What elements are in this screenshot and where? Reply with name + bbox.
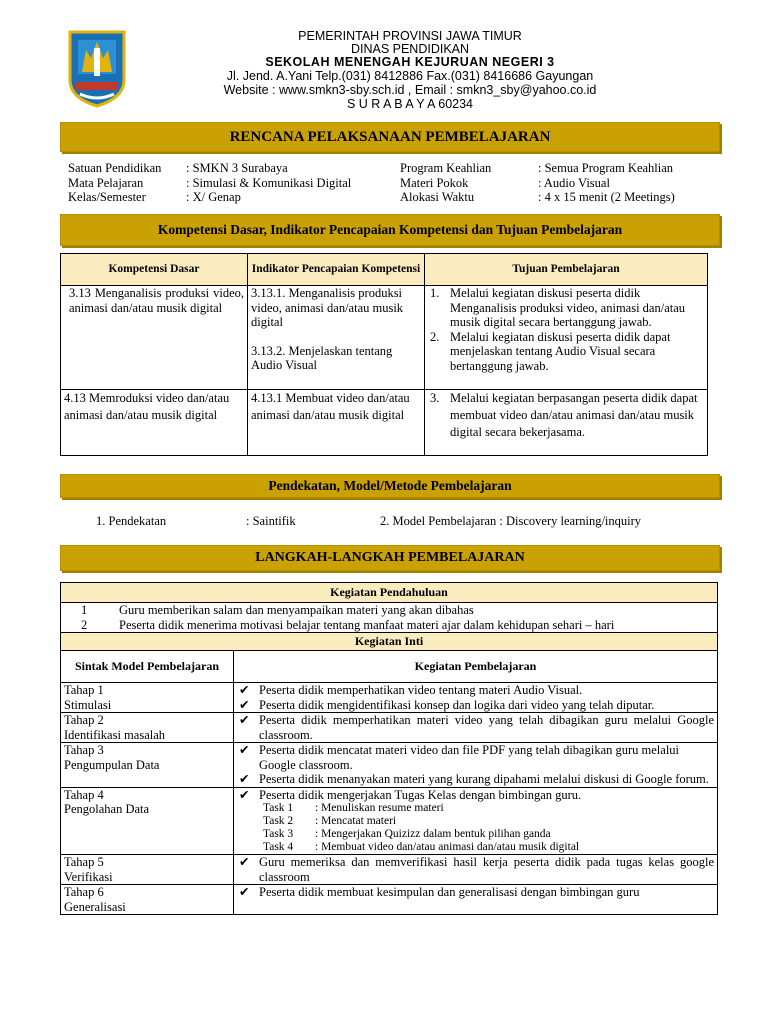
identity-value: : SMKN 3 Surabaya [186, 161, 288, 175]
check-icon: ✔ [239, 743, 250, 757]
activity-text: Peserta didik membuat kesimpulan dan generalisasi dengan bimbingan guru [259, 885, 640, 899]
activity-text: Peserta didik memperhatikan materi video yang telah dibagikan guru melalui Google classroom. [259, 713, 714, 742]
activity-text: Guru memeriksa dan memverifikasi hasil kerja peserta didik pada tugas kelas google classroom [259, 855, 714, 884]
header-website: Website : www.smkn3-sby.sch.id , Email : smkn3_sby@yahoo.co.id [223, 83, 597, 97]
identity-value: : X/ Genap [186, 190, 241, 204]
kd-header: Kompetensi Dasar [61, 254, 248, 286]
approach-item-1: 1. Pendekatan [96, 514, 167, 528]
stage-label: Tahap 1 [64, 683, 104, 697]
identity-value: : Simulasi & Komunikasi Digital [186, 175, 352, 190]
activity-text: Peserta didik memperhatikan video tentang materi Audio Visual. [259, 683, 583, 697]
stage-row [61, 855, 718, 885]
intro-num: 1 [81, 603, 88, 617]
stage-name: Pengumpulan Data [64, 757, 160, 772]
stage-row [61, 885, 718, 915]
intro-item [81, 603, 714, 618]
kd-section-title: Kompetensi Dasar, Indikator Pencapaian Kompetensi dan Tujuan Pembelajaran [60, 214, 720, 246]
tp-item [428, 286, 704, 330]
stage-name: Identifikasi masalah [64, 727, 166, 742]
ipk-item: 3.13.1. Menganalisis produksi video, animasi dan/atau musik digital [251, 286, 404, 329]
identity-label: Kelas/Semester [68, 190, 146, 204]
steps-title: LANGKAH-LANGKAH PEMBELAJARAN [60, 545, 720, 571]
tp-item [428, 330, 704, 374]
task-label: Task 1 [263, 802, 294, 814]
approach-item-2: 2. Model Pembelajaran : Discovery learning/inquiry [380, 514, 642, 528]
page-title: RENCANA PELAKSANAAN PEMBELAJARAN [60, 122, 720, 152]
task-text: : Mengerjakan Quizizz dalam bentuk pilihan ganda [315, 828, 551, 840]
intro-num: 2 [81, 617, 88, 632]
activity-cell [234, 743, 718, 788]
activity-text: Peserta didik mengidentifikasi konsep dan logika dari video yang telah diputar. [259, 697, 655, 712]
stage-cell [61, 787, 234, 855]
identity-value: : Audio Visual [538, 175, 610, 190]
tp-num: 3. [430, 391, 440, 405]
activity-cell [234, 683, 718, 713]
identity-label: Alokasi Waktu [400, 190, 475, 204]
kegiatan-header: Kegiatan Pembelajaran [234, 651, 718, 683]
kd-cell: 4.13 Memroduksi video dan/atau animasi dan/atau musik digital [61, 390, 248, 456]
task-text: : Menuliskan resume materi [315, 802, 444, 814]
identity-label: Program Keahlian [400, 161, 492, 175]
tp-cell [425, 390, 708, 456]
identity-left [68, 161, 351, 205]
kd-table [60, 253, 708, 456]
activity-cell [234, 885, 718, 915]
stage-name: Pengolahan Data [64, 802, 150, 816]
identity-label: Satuan Pendidikan [68, 161, 162, 175]
activity-cell [234, 855, 718, 885]
activity-item [237, 855, 714, 884]
intro-text: Guru memberikan salam dan menyampaikan materi yang akan dibahas [119, 603, 474, 617]
tp-item [428, 390, 704, 441]
activity-item [237, 698, 714, 713]
check-icon: ✔ [239, 683, 250, 697]
task-label: Task 2 [263, 815, 294, 827]
activity-item [237, 788, 714, 803]
check-icon: ✔ [239, 787, 250, 802]
activity-item [237, 772, 714, 787]
activity-cell [234, 787, 718, 855]
activity-text: Peserta didik mencatat materi video dan file PDF yang telah dibagikan guru melalui Google classroom. [259, 743, 680, 772]
stage-cell [61, 855, 234, 885]
check-icon: ✔ [239, 885, 250, 899]
activity-item [237, 713, 714, 742]
approach-item-1-value: : Saintifik [246, 514, 296, 528]
stage-label: Tahap 6 [64, 885, 104, 899]
stage-cell [61, 743, 234, 788]
identity-label: Mata Pelajaran [68, 175, 144, 190]
stage-cell [61, 713, 234, 743]
stage-name: Stimulasi [64, 697, 112, 712]
stage-row [61, 713, 718, 743]
identity-value: : Semua Program Keahlian [538, 161, 674, 175]
identity-label: Materi Pokok [400, 175, 469, 190]
ipk-cell [248, 286, 425, 390]
tp-num: 2. [430, 329, 440, 344]
check-icon: ✔ [239, 855, 250, 869]
activity-item [237, 885, 714, 900]
check-icon: ✔ [239, 697, 250, 712]
kd-cell: 3.13 Menganalisis produksi video, animasi dan/atau musik digital [61, 286, 248, 390]
task-text: : Membuat video dan/atau animasi dan/atau musik digital [315, 841, 580, 853]
steps-table [60, 582, 718, 915]
ipk-header: Indikator Pencapaian Kompetensi [248, 254, 425, 286]
stage-label: Tahap 3 [64, 743, 104, 757]
intro-item [81, 618, 714, 633]
header-address: Jl. Jend. A.Yani Telp.(031) 8412886 Fax.(031) 8416686 Gayungan [226, 69, 594, 83]
stage-label: Tahap 5 [64, 855, 104, 869]
task-item [237, 815, 714, 828]
intro-text: Peserta didik menerima motivasi belajar tentang manfaat materi ajar dalam kehidupan sehari – hari [119, 617, 615, 632]
school-logo [66, 28, 128, 108]
tp-header: Tujuan Pembelajaran [425, 254, 708, 286]
intro-title: Kegiatan Pendahuluan [61, 583, 718, 603]
activity-text: Peserta didik menanyakan materi yang kurang dipahami melalui diskusi di Google forum. [259, 772, 709, 786]
ipk-item: 3.13.2. Menjelaskan tentang Audio Visual [251, 343, 393, 372]
stage-row [61, 743, 718, 788]
task-label: Task 3 [263, 828, 294, 840]
stage-cell [61, 683, 234, 713]
check-icon: ✔ [239, 713, 250, 727]
activity-text: Peserta didik mengerjakan Tugas Kelas dengan bimbingan guru. [259, 787, 582, 802]
stage-label: Tahap 2 [64, 713, 104, 727]
tp-text: Melalui kegiatan diskusi peserta didik dapat menjelaskan tentang Audio Visual secara bertanggung jawab. [450, 329, 671, 373]
activity-item [237, 743, 714, 772]
ipk-cell: 4.13.1 Membuat video dan/atau animasi dan/atau musik digital [248, 390, 425, 456]
tp-num: 1. [430, 286, 440, 300]
identity-value: : 4 x 15 menit (2 Meetings) [538, 190, 675, 204]
tp-text: Melalui kegiatan diskusi peserta didik Menganalisis produksi video, animasi dan/atau musik digital secara bertanggung jawab. [450, 286, 686, 329]
tp-text: Melalui kegiatan berpasangan peserta didik dapat membuat video dan/atau animasi dan/atau musik digital secara bekerjasama. [450, 391, 698, 439]
stage-row [61, 683, 718, 713]
stage-name: Verifikasi [64, 869, 113, 884]
task-item [237, 828, 714, 841]
stage-row [61, 787, 718, 855]
task-item [237, 802, 714, 815]
stage-name: Generalisasi [64, 899, 126, 914]
sintak-header: Sintak Model Pembelajaran [61, 651, 234, 683]
header-city: S U R A B A Y A 60234 [346, 97, 474, 111]
approach-title: Pendekatan, Model/Metode Pembelajaran [60, 474, 720, 498]
task-item [237, 841, 714, 854]
activity-cell [234, 713, 718, 743]
core-title: Kegiatan Inti [61, 633, 718, 651]
header-department: DINAS PENDIDIKAN [350, 42, 470, 56]
tp-cell [425, 286, 708, 390]
task-label: Task 4 [263, 841, 294, 853]
header-school: SEKOLAH MENENGAH KEJURUAN NEGERI 3 [265, 55, 555, 69]
task-text: : Mencatat materi [315, 815, 397, 827]
stage-label: Tahap 4 [64, 787, 104, 802]
intro-items [61, 603, 718, 633]
activity-item [237, 683, 714, 698]
check-icon: ✔ [239, 772, 250, 786]
header-government: PEMERINTAH PROVINSI JAWA TIMUR [298, 29, 522, 43]
identity-right [400, 161, 675, 205]
stage-cell [61, 885, 234, 915]
